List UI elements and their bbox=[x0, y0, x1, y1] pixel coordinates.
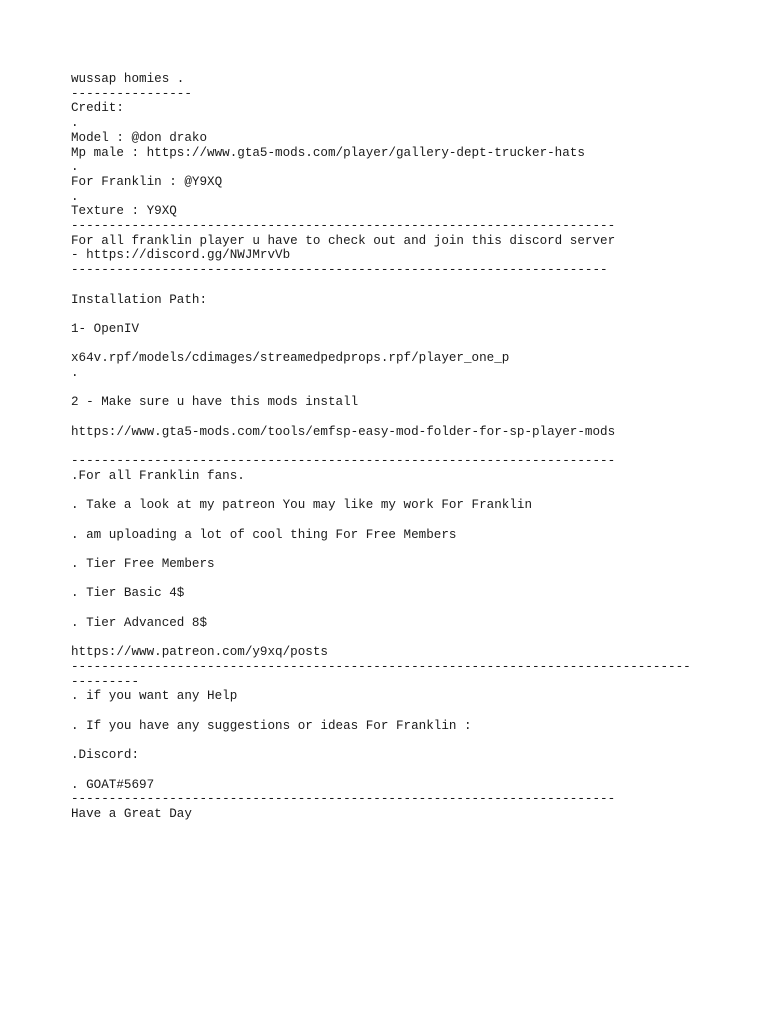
divider-line-wrap: --------- bbox=[71, 674, 140, 689]
tier-advanced-line: . Tier Advanced 8$ bbox=[71, 615, 208, 630]
mp-male-link-line[interactable]: Mp male : https://www.gta5-mods.com/player/gallery-dept-trucker-hats bbox=[71, 145, 585, 160]
divider-line: ----------------------------------------------------------------------- bbox=[71, 263, 608, 278]
franklin-credit-line: For Franklin : @Y9XQ bbox=[71, 174, 223, 189]
discord-tag-line: . GOAT#5697 bbox=[71, 777, 155, 792]
installation-heading: Installation Path: bbox=[71, 292, 208, 307]
divider-line: ---------------------------------------------------------------------------------- bbox=[71, 659, 691, 674]
help-line: . if you want any Help bbox=[71, 689, 238, 704]
install-step-1: 1- OpenIV bbox=[71, 321, 140, 336]
model-credit-line: Model : @don drako bbox=[71, 130, 208, 145]
texture-credit-line: Texture : Y9XQ bbox=[71, 204, 177, 219]
divider-line: ------------------------------------------------------------------------ bbox=[71, 219, 616, 234]
discord-invite-link[interactable]: - https://discord.gg/NWJMrvVb bbox=[71, 248, 291, 263]
tier-basic-line: . Tier Basic 4$ bbox=[71, 586, 185, 601]
tier-free-line: . Tier Free Members bbox=[71, 557, 215, 572]
patreon-promo-line: . Take a look at my patreon You may like my work For Franklin bbox=[71, 498, 533, 513]
uploading-line: . am uploading a lot of cool thing For Free Members bbox=[71, 527, 457, 542]
franklin-fans-line: .For all Franklin fans. bbox=[71, 468, 245, 483]
divider-line: ------------------------------------------------------------------------ bbox=[71, 792, 616, 807]
greeting-line: wussap homies . bbox=[71, 72, 185, 86]
install-step-2: 2 - Make sure u have this mods install bbox=[71, 395, 359, 410]
divider-line: ------------------------------------------------------------------------ bbox=[71, 454, 616, 469]
credit-heading: Credit: bbox=[71, 101, 124, 116]
dot-line: . bbox=[71, 366, 79, 381]
patreon-link[interactable]: https://www.patreon.com/y9xq/posts bbox=[71, 645, 328, 660]
closing-line: Have a Great Day bbox=[71, 806, 192, 821]
discord-heading: .Discord: bbox=[71, 748, 140, 763]
emfsp-mod-link[interactable]: https://www.gta5-mods.com/tools/emfsp-easy-mod-folder-for-sp-player-mods bbox=[71, 424, 616, 439]
dot-line: . bbox=[71, 160, 79, 175]
dot-line: . bbox=[71, 189, 79, 204]
discord-intro-line: For all franklin player u have to check out and join this discord server bbox=[71, 233, 616, 248]
suggestions-line: . If you have any suggestions or ideas For Franklin : bbox=[71, 718, 472, 733]
divider-line: ---------------- bbox=[71, 86, 192, 101]
install-path-line: x64v.rpf/models/cdimages/streamedpedprops.rpf/player_one_p bbox=[71, 351, 510, 366]
document-body bbox=[71, 72, 731, 822]
dot-line: . bbox=[71, 116, 79, 131]
